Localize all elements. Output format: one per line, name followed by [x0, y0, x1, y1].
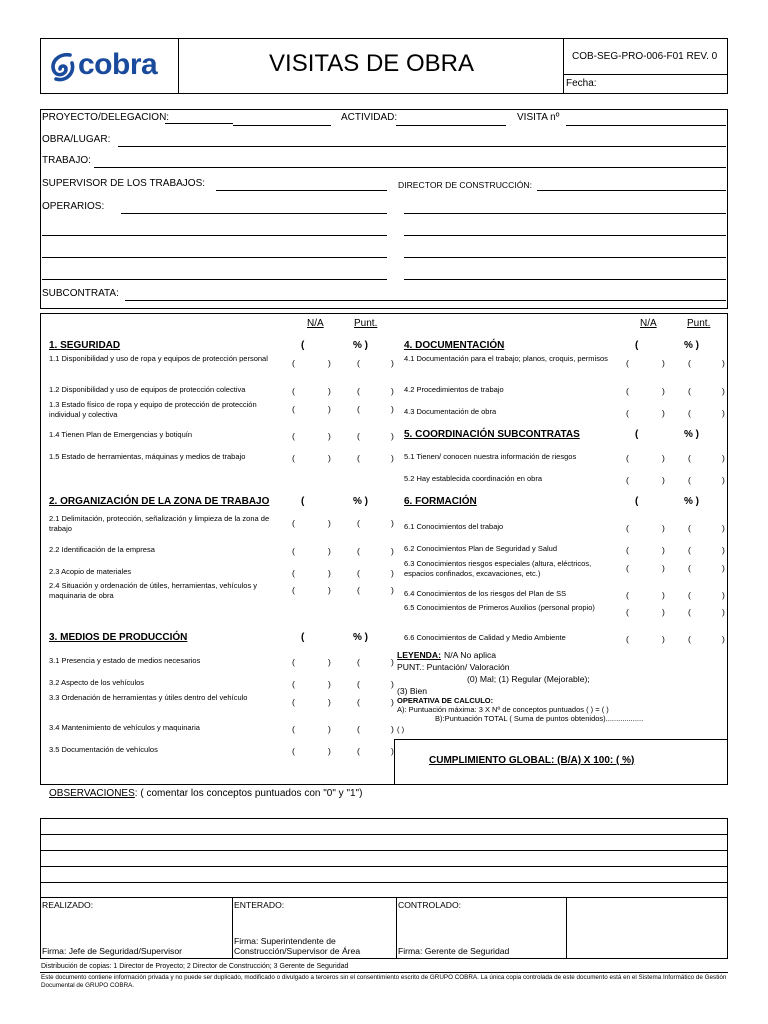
na-close-mark[interactable]: ) — [662, 545, 665, 555]
na-close-mark[interactable]: ) — [328, 358, 331, 368]
right-item-1-3: 4.3 Documentación de obra — [404, 407, 497, 416]
punt-close-mark[interactable]: ) — [722, 607, 725, 617]
na-open-mark[interactable]: ( — [292, 404, 295, 414]
na-open-mark[interactable]: ( — [626, 408, 629, 418]
right-item-1-2: 4.2 Procedimientos de trabajo — [404, 385, 504, 394]
punt-close-mark[interactable]: ) — [722, 453, 725, 463]
controlado-label: CONTROLADO: — [398, 900, 462, 910]
calc-b: B):Puntuación TOTAL ( Suma de puntos obtenidos).................. — [435, 714, 644, 723]
na-close-mark[interactable]: ) — [328, 404, 331, 414]
na-close-mark[interactable]: ) — [328, 679, 331, 689]
observaciones-text: : ( comentar los conceptos puntuados con "0" y "1") — [134, 788, 363, 799]
calc-title: OPERATIVA DE CALCULO: — [397, 696, 494, 705]
doc-code: COB-SEG-PRO-006-F01 REV. 0 — [572, 51, 718, 62]
na-open-mark[interactable]: ( — [626, 358, 629, 368]
na-column-open: ( — [301, 632, 305, 643]
observaciones-label: OBSERVACIONES — [49, 788, 135, 799]
punt-close-mark[interactable]: ) — [391, 697, 394, 707]
left-section-title-2: 2. ORGANIZACIÓN DE LA ZONA DE TRABAJO — [49, 496, 270, 507]
left-item-1-5: 1.5 Estado de herramientas, máquinas y medios de trabajo — [49, 452, 246, 461]
punt-open-mark[interactable]: ( — [357, 453, 360, 463]
punt-open-mark[interactable]: ( — [688, 523, 691, 533]
na-open-mark[interactable]: ( — [626, 634, 629, 644]
trabajo-label: TRABAJO: — [42, 155, 91, 166]
punt-close-mark[interactable]: ) — [391, 585, 394, 595]
global-compliance: CUMPLIMIENTO GLOBAL: (B/A) X 100: ( %) — [429, 755, 635, 766]
punt-open-mark[interactable]: ( — [357, 657, 360, 667]
punt-close-mark[interactable]: ) — [391, 568, 394, 578]
company-logo — [48, 50, 172, 84]
firma-gerente: Firma: Gerente de Seguridad — [398, 946, 510, 956]
operarios-label: OPERARIOS: — [42, 201, 105, 212]
enterado-label: ENTERADO: — [234, 900, 285, 910]
left-item-2-2: 2.2 Identificación de la empresa — [49, 545, 155, 554]
percent-column: % ) — [684, 429, 699, 440]
punt-open-mark[interactable]: ( — [357, 431, 360, 441]
punt-open-mark[interactable]: ( — [688, 634, 691, 644]
na-open-mark[interactable]: ( — [626, 453, 629, 463]
punt-close-mark[interactable]: ) — [722, 590, 725, 600]
percent-column: % ) — [353, 340, 368, 351]
legend-bien: (3) Bien — [397, 686, 428, 696]
na-close-mark[interactable]: ) — [662, 453, 665, 463]
date-label: Fecha: — [566, 78, 597, 89]
punt-close-mark[interactable]: ) — [391, 657, 394, 667]
obra-label: OBRA/LUGAR: — [42, 134, 111, 145]
na-open-mark[interactable]: ( — [626, 523, 629, 533]
right-item-3-2: 6.2 Conocimientos Plan de Seguridad y Salud — [404, 544, 558, 553]
punt-open-mark[interactable]: ( — [357, 724, 360, 734]
left-item-1-3: 1.3 Estado físico de ropa y equipo de protección de protección individual y colectiva — [49, 400, 257, 419]
na-open-mark[interactable]: ( — [626, 386, 629, 396]
na-open-mark[interactable]: ( — [292, 358, 295, 368]
right-section-title-1: 4. DOCUMENTACIÓN — [404, 340, 505, 351]
na-column-open: ( — [301, 340, 305, 351]
na-close-mark[interactable]: ) — [328, 518, 331, 528]
na-header-right: N/A — [640, 318, 657, 329]
na-open-mark[interactable]: ( — [292, 546, 295, 556]
punt-open-mark[interactable]: ( — [357, 404, 360, 414]
na-close-mark[interactable]: ) — [328, 585, 331, 595]
na-close-mark[interactable]: ) — [328, 453, 331, 463]
na-open-mark[interactable]: ( — [292, 568, 295, 578]
na-open-mark[interactable]: ( — [626, 545, 629, 555]
punt-header-left: Punt. — [354, 318, 378, 329]
left-item-1-1: 1.1 Disponibilidad y uso de ropa y equipos de protección personal — [49, 354, 268, 363]
na-open-mark[interactable]: ( — [292, 453, 295, 463]
na-open-mark[interactable]: ( — [292, 431, 295, 441]
na-close-mark[interactable]: ) — [328, 546, 331, 556]
na-open-mark[interactable]: ( — [292, 518, 295, 528]
na-close-mark[interactable]: ) — [662, 607, 665, 617]
punt-close-mark[interactable]: ) — [391, 679, 394, 689]
calc-b-value: ( ) — [397, 725, 405, 734]
punt-close-mark[interactable]: ) — [391, 386, 394, 396]
na-close-mark[interactable]: ) — [328, 657, 331, 667]
na-close-mark[interactable]: ) — [328, 697, 331, 707]
left-item-3-5: 3.5 Documentación de vehículos — [49, 745, 158, 754]
punt-close-mark[interactable]: ) — [722, 386, 725, 396]
punt-open-mark[interactable]: ( — [357, 679, 360, 689]
punt-open-mark[interactable]: ( — [688, 453, 691, 463]
percent-column: % ) — [684, 340, 699, 351]
na-open-mark[interactable]: ( — [292, 657, 295, 667]
page-title: VISITAS DE OBRA — [269, 50, 474, 77]
punt-close-mark[interactable]: ) — [722, 475, 725, 485]
na-column-open: ( — [301, 496, 305, 507]
observaciones — [49, 788, 362, 799]
na-close-mark[interactable]: ) — [328, 431, 331, 441]
right-section-title-3: 6. FORMACIÓN — [404, 496, 477, 507]
punt-close-mark[interactable]: ) — [722, 408, 725, 418]
na-close-mark[interactable]: ) — [328, 746, 331, 756]
na-open-mark[interactable]: ( — [626, 563, 629, 573]
right-item-3-6: 6.6 Conocimientos de Calidad y Medio Ambiente — [404, 633, 566, 642]
punt-close-mark[interactable]: ) — [722, 634, 725, 644]
right-item-3-5: 6.5 Conocimientos de Primeros Auxilios (personal propio) — [404, 603, 595, 612]
punt-open-mark[interactable]: ( — [357, 585, 360, 595]
punt-close-mark[interactable]: ) — [722, 358, 725, 368]
na-open-mark[interactable]: ( — [292, 386, 295, 396]
left-item-2-4: 2.4 Situación y ordenación de útiles, herramientas, vehículos y maquinaria de obra — [49, 581, 258, 600]
left-item-1-4: 1.4 Tienen Plan de Emergencias y botiquín — [49, 430, 193, 439]
legend-title: LEYENDA: — [397, 650, 441, 660]
punt-close-mark[interactable]: ) — [391, 518, 394, 528]
right-item-2-1: 5.1 Tienen/ conocen nuestra información de riesgos — [404, 452, 577, 461]
visita-label: VISITA nº — [517, 112, 560, 123]
punt-open-mark[interactable]: ( — [688, 607, 691, 617]
punt-close-mark[interactable]: ) — [391, 724, 394, 734]
subcontrata-label: SUBCONTRATA: — [42, 288, 119, 299]
legend-values: (0) Mal; (1) Regular (Mejorable); — [467, 674, 590, 684]
percent-column: % ) — [684, 496, 699, 507]
na-column-open: ( — [635, 496, 639, 507]
actividad-label: ACTIVIDAD: — [341, 112, 398, 123]
right-item-3-4: 6.4 Conocimientos de los riesgos del Plan de SS — [404, 589, 567, 598]
na-close-mark[interactable]: ) — [662, 386, 665, 396]
punt-open-mark[interactable]: ( — [357, 358, 360, 368]
left-section-title-3: 3. MEDIOS DE PRODUCCIÓN — [49, 632, 188, 643]
na-close-mark[interactable]: ) — [662, 408, 665, 418]
left-section-title-1: 1. SEGURIDAD — [49, 340, 121, 351]
right-item-3-1: 6.1 Conocimientos del trabajo — [404, 522, 504, 531]
na-close-mark[interactable]: ) — [328, 568, 331, 578]
na-open-mark[interactable]: ( — [626, 475, 629, 485]
right-item-3-3: 6.3 Conocimientos riesgos especiales (altura, eléctricos, espacios confinados, excavaciones, etc.) — [404, 559, 592, 578]
punt-close-mark[interactable]: ) — [722, 523, 725, 533]
observaciones-lines — [40, 818, 728, 898]
punt-open-mark[interactable]: ( — [357, 568, 360, 578]
firma-superintendente: Firma: Superintendente de Construcción/Supervisor de Área — [234, 936, 361, 956]
punt-open-mark[interactable]: ( — [357, 546, 360, 556]
punt-open-mark[interactable]: ( — [688, 475, 691, 485]
supervisor-label: SUPERVISOR DE LOS TRABAJOS: — [42, 178, 206, 189]
punt-open-mark[interactable]: ( — [688, 358, 691, 368]
right-item-2-2: 5.2 Hay establecida coordinación en obra — [404, 474, 543, 483]
na-close-mark[interactable]: ) — [662, 563, 665, 573]
left-item-2-1: 2.1 Delimitación, protección, señalización y limpieza de la zona de trabajo — [49, 514, 270, 533]
percent-column: % ) — [353, 632, 368, 643]
punt-open-mark[interactable]: ( — [688, 386, 691, 396]
na-header-left: N/A — [307, 318, 324, 329]
na-close-mark[interactable]: ) — [662, 358, 665, 368]
na-open-mark[interactable]: ( — [292, 679, 295, 689]
right-section-title-2: 5. COORDINACIÓN SUBCONTRATAS — [404, 429, 580, 440]
na-close-mark[interactable]: ) — [328, 386, 331, 396]
na-open-mark[interactable]: ( — [292, 746, 295, 756]
director-label: DIRECTOR DE CONSTRUCCIÓN: — [398, 180, 533, 190]
na-open-mark[interactable]: ( — [292, 585, 295, 595]
punt-open-mark[interactable]: ( — [357, 518, 360, 528]
calc-a: A): Puntuación máxima: 3 X Nº de conceptos puntuados ( ) = ( ) — [397, 705, 609, 714]
left-item-3-1: 3.1 Presencia y estado de medios necesarios — [49, 656, 201, 665]
firma-jefe: Firma: Jefe de Seguridad/Supervisor — [42, 946, 182, 956]
na-close-mark[interactable]: ) — [328, 724, 331, 734]
punt-open-mark[interactable]: ( — [357, 746, 360, 756]
distribution-note: Distribución de copias: 1 Director de Proyecto; 2 Director de Construcción; 3 Gerente de Seguridad — [41, 963, 349, 970]
punt-close-mark[interactable]: ) — [391, 746, 394, 756]
left-item-2-3: 2.3 Acopio de materiales — [49, 567, 132, 576]
na-close-mark[interactable]: ) — [662, 634, 665, 644]
punt-open-mark[interactable]: ( — [688, 408, 691, 418]
na-close-mark[interactable]: ) — [662, 523, 665, 533]
na-column-open: ( — [635, 429, 639, 440]
na-column-open: ( — [635, 340, 639, 351]
punt-close-mark[interactable]: ) — [391, 404, 394, 414]
na-close-mark[interactable]: ) — [662, 590, 665, 600]
realizado-label: REALIZADO: — [42, 900, 94, 910]
na-open-mark[interactable]: ( — [292, 697, 295, 707]
punt-open-mark[interactable]: ( — [688, 545, 691, 555]
punt-open-mark[interactable]: ( — [688, 563, 691, 573]
proyecto-label: PROYECTO/DELEGACION: — [42, 112, 170, 123]
punt-open-mark[interactable]: ( — [357, 697, 360, 707]
legal-note: Este documento contiene información privada y no puede ser duplicado, modificado o divulgado a terceros sin el consentimiento escrito de GRUPO COBRA. La única copia controlada de este documento está en el Sistema Informático de Gestión Documental de GRUPO COBRA. — [41, 974, 727, 989]
left-item-3-2: 3.2 Aspecto de los vehículos — [49, 678, 145, 687]
legend-na: N/A No aplica — [444, 650, 497, 660]
left-item-3-3: 3.3 Ordenación de herramientas y útiles dentro del vehículo — [49, 693, 248, 702]
punt-open-mark[interactable]: ( — [688, 590, 691, 600]
percent-column: % ) — [353, 496, 368, 507]
legend-punt: PUNT.: Puntación/ Valoración — [397, 662, 510, 672]
punt-close-mark[interactable]: ) — [722, 545, 725, 555]
punt-close-mark[interactable]: ) — [391, 546, 394, 556]
left-item-1-2: 1.2 Disponibilidad y uso de equipos de protección colectiva — [49, 385, 246, 394]
punt-header-right: Punt. — [687, 318, 711, 329]
punt-close-mark[interactable]: ) — [722, 563, 725, 573]
na-open-mark[interactable]: ( — [626, 607, 629, 617]
punt-open-mark[interactable]: ( — [357, 386, 360, 396]
cobra-swirl-icon — [48, 51, 78, 83]
left-item-3-4: 3.4 Mantenimiento de vehículos y maquinaria — [49, 723, 200, 732]
right-item-1-1: 4.1 Documentación para el trabajo; planos, croquis, permisos — [404, 354, 608, 363]
punt-close-mark[interactable]: ) — [391, 358, 394, 368]
na-open-mark[interactable]: ( — [626, 590, 629, 600]
na-open-mark[interactable]: ( — [292, 724, 295, 734]
na-close-mark[interactable]: ) — [662, 475, 665, 485]
logo-text: cobra — [78, 48, 158, 81]
punt-close-mark[interactable]: ) — [391, 453, 394, 463]
punt-close-mark[interactable]: ) — [391, 431, 394, 441]
